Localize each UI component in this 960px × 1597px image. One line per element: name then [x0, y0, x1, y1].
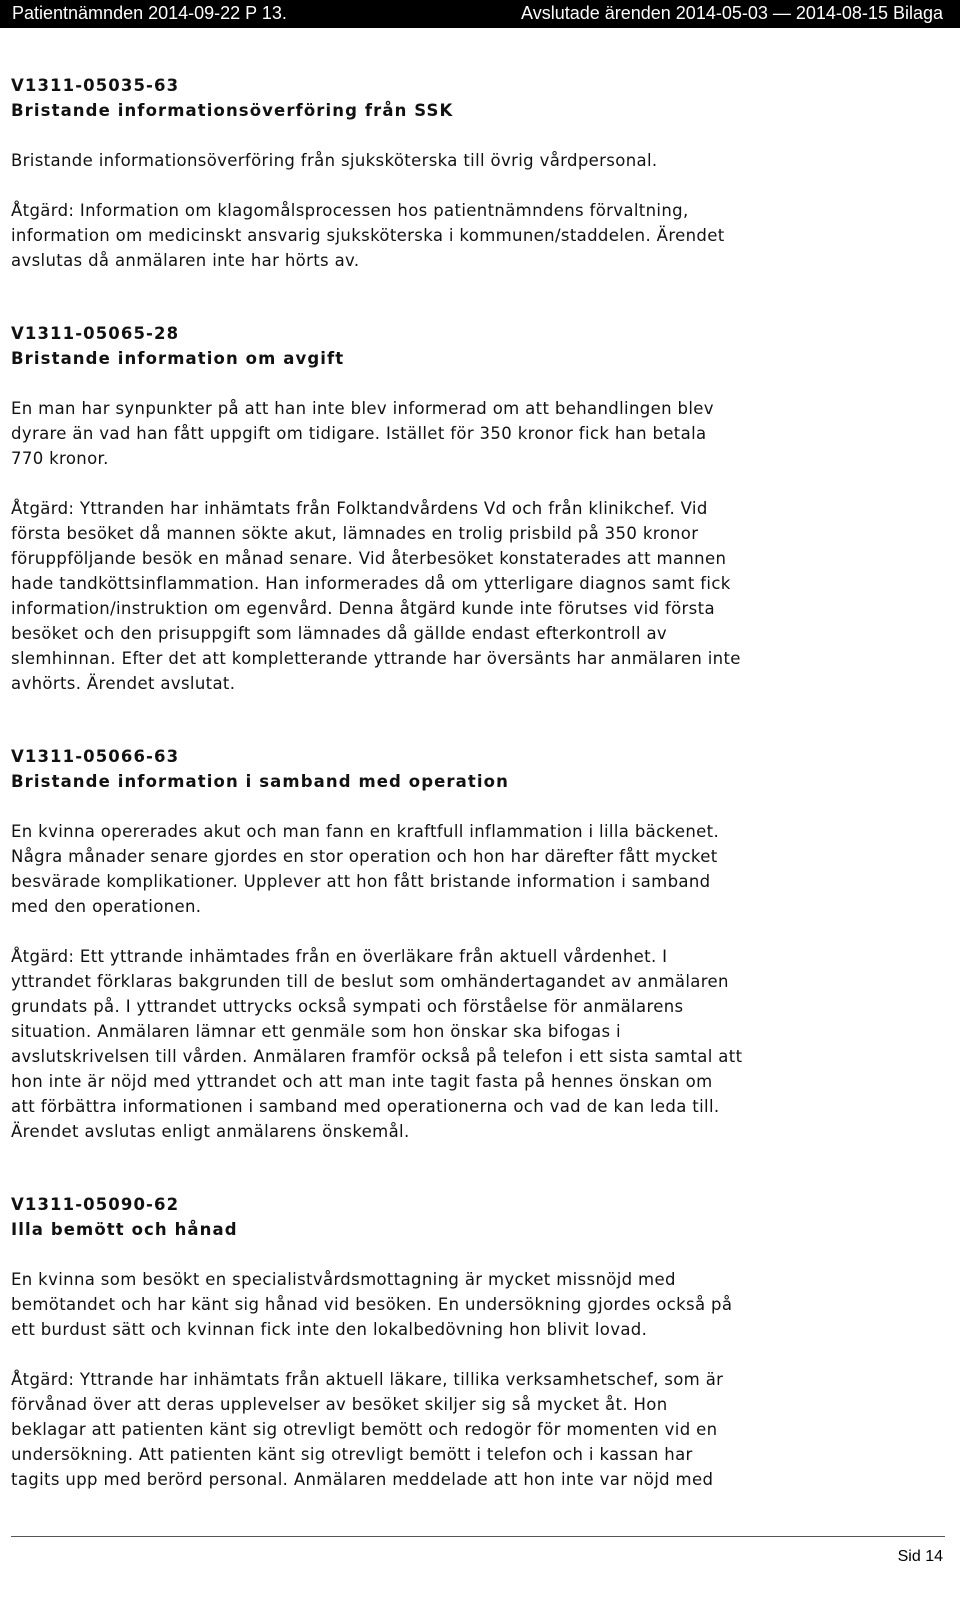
document-body	[11, 73, 911, 1540]
header-right-text: Avslutade ärenden 2014-05-03 — 2014-08-15 Bilaga	[521, 3, 943, 23]
case-action: Åtgärd: Yttrande har inhämtats från aktuell läkare, tillika verksamhetschef, som är förvånad över att deras upplevelser av besöket skiljer sig så mycket åt. Hon beklagar att patienten känt sig otrevligt bemött och redogör för momenten vid en undersökning. Att patienten känt sig otrevligt bemött i telefon och i kassan har tagits upp med berörd personal. Anmälaren meddelade att hon inte var nöjd med	[11, 1370, 724, 1489]
case-id: V1311-05090-62	[11, 1195, 180, 1214]
case-description: En kvinna som besökt en specialistvårdsmottagning är mycket missnöjd med bemötandet och har känt sig hånad vid besöken. En undersökning gjordes också på ett burdust sätt och kvinnan fick inte den lokalbedövning hon blivit lovad.	[11, 1270, 733, 1339]
page-header	[0, 0, 960, 28]
footer-divider	[11, 1536, 945, 1537]
case-entry	[11, 744, 911, 1144]
case-title: Bristande information i samband med operation	[11, 772, 509, 791]
case-id: V1311-05065-28	[11, 324, 180, 343]
case-entry	[11, 73, 911, 273]
page-number: Sid 14	[897, 1548, 943, 1565]
case-title: Bristande informationsöverföring från SSK	[11, 101, 454, 120]
case-title: Illa bemött och hånad	[11, 1220, 238, 1239]
case-entry	[11, 321, 911, 696]
case-action: Åtgärd: Yttranden har inhämtats från Folktandvårdens Vd och från klinikchef. Vid första besöket då mannen sökte akut, lämnades en trolig prisbild på 350 kronor föruppföljande besök en månad senare. Vid återbesöket konstaterades att mannen hade tandköttsinflammation. Han informerades då om ytterligare diagnos samt fick information/instruktion om egenvård. Denna åtgärd kunde inte förutses vid första besöket och den prisuppgift som lämnades då gällde endast efterkontroll av slemhinnan. Efter det att kompletterande yttrande har översänts har anmälaren inte avhörts. Ärendet avslutat.	[11, 499, 741, 693]
case-description: Bristande informationsöverföring från sjuksköterska till övrig vårdpersonal.	[11, 151, 658, 170]
case-title: Bristande information om avgift	[11, 349, 345, 368]
case-action: Åtgärd: Ett yttrande inhämtades från en överläkare från aktuell vårdenhet. I yttrandet förklaras bakgrunden till de beslut som omhändertagandet av anmälaren grundats på. I yttrandet uttrycks också sympati och förståelse för anmälarens situation. Anmälaren lämnar ett genmäle som hon önskar ska bifogas i avslutskrivelsen till vården. Anmälaren framför också på telefon i ett sista samtal att hon inte är nöjd med yttrandet och att man inte tagit fasta på hennes önskan om att förbättra informationen i samband med operationerna och vad de kan leda till. Ärendet avslutas enligt anmälarens önskemål.	[11, 947, 743, 1141]
case-action: Åtgärd: Information om klagomålsprocessen hos patientnämndens förvaltning, information om medicinskt ansvarig sjuksköterska i kommunen/staddelen. Ärendet avslutas då anmälaren inte har hörts av.	[11, 201, 725, 270]
case-entry	[11, 1192, 911, 1492]
case-id: V1311-05066-63	[11, 747, 180, 766]
case-description: En man har synpunkter på att han inte blev informerad om att behandlingen blev dyrare än vad han fått uppgift om tidigare. Istället för 350 kronor fick han betala 770 kronor.	[11, 399, 714, 468]
case-id: V1311-05035-63	[11, 76, 180, 95]
header-left-text: Patientnämnden 2014-09-22 P 13.	[12, 3, 287, 23]
case-description: En kvinna opererades akut och man fann en kraftfull inflammation i lilla bäckenet. Några månader senare gjordes en stor operation och hon har därefter fått mycket besvärade komplikationer. Upplever att hon fått bristande information i samband med den operationen.	[11, 822, 720, 916]
